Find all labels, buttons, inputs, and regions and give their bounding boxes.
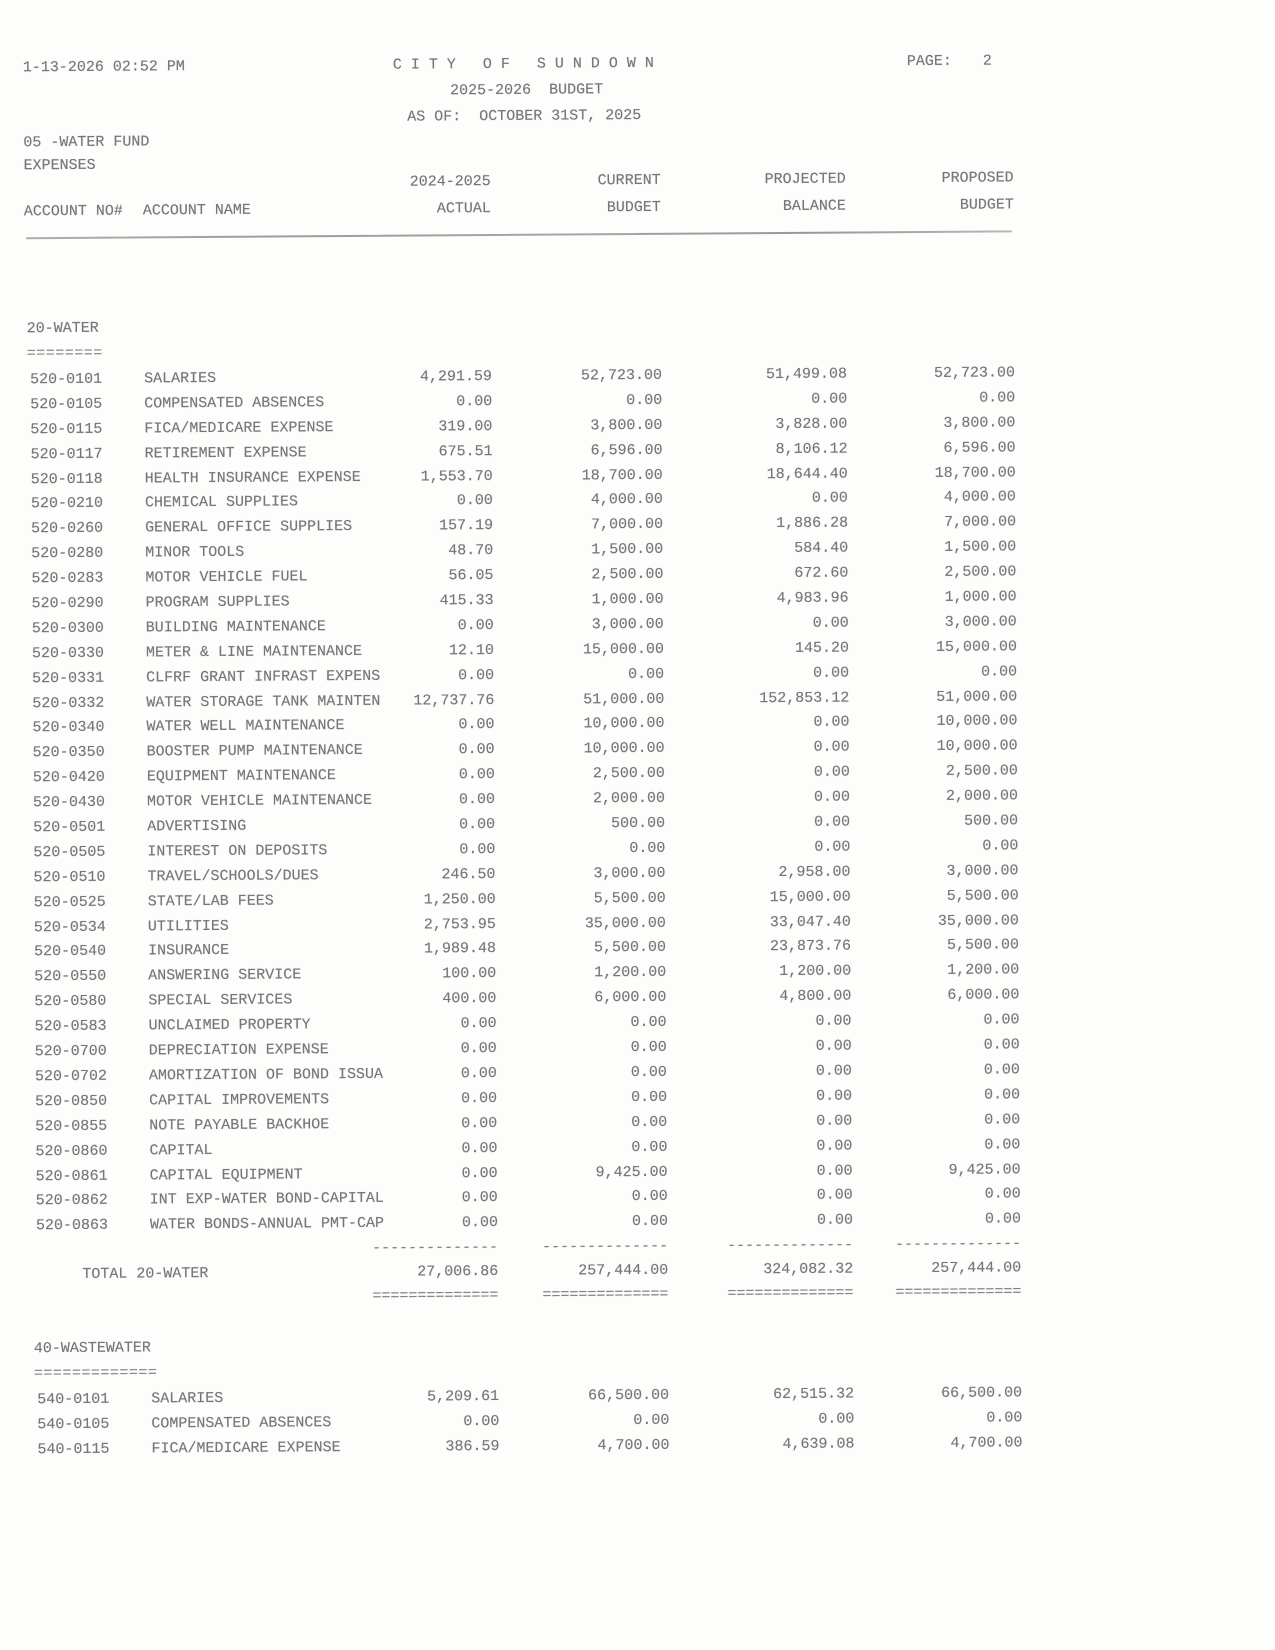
current-budget-value: 0.00 (629, 839, 666, 857)
proposed-budget-value: 0.00 (983, 1011, 1020, 1029)
col-header-account-no: ACCOUNT NO# (23, 202, 123, 221)
actual-value: 1,989.48 (423, 940, 497, 958)
projected-balance-value: 0.00 (815, 1012, 852, 1030)
current-budget-value: 0.00 (631, 1138, 668, 1156)
projected-balance-value: 1,886.28 (776, 514, 849, 533)
section-heading: 20-WATER (26, 319, 99, 338)
proposed-budget-value: 9,425.00 (948, 1160, 1021, 1179)
proposed-budget-value: 0.00 (983, 1061, 1020, 1079)
actual-value: 4,291.59 (419, 368, 493, 386)
proposed-budget-value: 7,000.00 (943, 513, 1017, 532)
account-number: 520-0534 (33, 918, 106, 936)
account-number: 520-0863 (35, 1216, 109, 1235)
account-name: CAPITAL EQUIPMENT (149, 1165, 303, 1184)
account-name: GENERAL OFFICE SUPPLIES (145, 518, 353, 537)
current-budget-value: 15,000.00 (582, 640, 665, 659)
projected-balance-value: 0.00 (816, 1137, 853, 1155)
section-underline: ============= (33, 1364, 158, 1383)
account-name: BUILDING MAINTENANCE (145, 618, 326, 637)
total-actual-value: 27,006.86 (417, 1263, 499, 1281)
projected-balance-value: 1,200.00 (779, 962, 852, 981)
current-budget-value: 6,000.00 (594, 989, 667, 1007)
projected-balance-value: 15,000.00 (769, 888, 851, 906)
separator-segment: ============== (542, 1285, 669, 1304)
account-name: FICA/MEDICARE EXPENSE (151, 1439, 341, 1458)
separator-segment: -------------- (895, 1235, 1022, 1254)
account-name: ANSWERING SERVICE (148, 966, 302, 985)
current-budget-value: 0.00 (628, 665, 665, 683)
projected-balance-value: 51,499.08 (765, 365, 848, 384)
col-header-budget2: BUDGET (959, 196, 1014, 214)
account-number: 520-0862 (35, 1192, 108, 1210)
statement-type: EXPENSES (23, 156, 96, 175)
current-budget-value: 51,000.00 (583, 690, 665, 708)
proposed-budget-value: 0.00 (982, 837, 1019, 855)
actual-value: 2,753.95 (423, 915, 496, 934)
account-number: 520-0430 (32, 793, 106, 812)
fund-section (4, 1329, 1275, 1464)
report-title: C I T Y O F S U N D O W N (392, 54, 654, 74)
proposed-budget-value: 0.00 (979, 389, 1016, 407)
account-name: STATE/LAB FEES (147, 892, 274, 911)
actual-value: 1,250.00 (423, 890, 496, 909)
projected-balance-value: 0.00 (813, 713, 850, 732)
proposed-budget-value: 5,500.00 (946, 936, 1020, 955)
projected-balance-value: 0.00 (816, 1186, 853, 1205)
current-budget-value: 2,500.00 (592, 765, 665, 783)
actual-value: 12,737.76 (413, 691, 495, 710)
account-number: 520-0210 (30, 495, 103, 513)
actual-value: 386.59 (445, 1437, 500, 1456)
projected-balance-value: 672.60 (794, 564, 849, 583)
account-number: 540-0101 (37, 1390, 110, 1409)
account-number: 520-0280 (31, 544, 104, 563)
current-budget-value: 10,000.00 (583, 740, 665, 758)
account-name: CHEMICAL SUPPLIES (144, 493, 299, 512)
account-number: 520-0290 (31, 594, 104, 613)
projected-balance-value: 0.00 (815, 1087, 853, 1105)
account-name: METER & LINE MAINTENANCE (145, 642, 363, 662)
account-number: 520-0580 (34, 992, 107, 1011)
account-number: 520-0117 (30, 445, 103, 463)
page-label: PAGE: (906, 52, 952, 71)
actual-value: 0.00 (460, 1040, 497, 1058)
projected-balance-value: 4,639.08 (782, 1435, 855, 1453)
current-budget-value: 0.00 (631, 1188, 668, 1206)
current-budget-value: 5,500.00 (593, 889, 666, 908)
current-budget-value: 4,700.00 (597, 1436, 670, 1455)
actual-value: 0.00 (461, 1114, 498, 1132)
proposed-budget-value: 52,723.00 (933, 364, 1016, 382)
actual-value: 0.00 (456, 392, 493, 411)
projected-balance-value: 0.00 (814, 813, 851, 831)
account-name: INT EXP-WATER BOND-CAPITAL (149, 1190, 384, 1209)
actual-value: 0.00 (458, 741, 495, 759)
account-name: COMPENSATED ABSENCES (144, 394, 325, 413)
account-name: SALARIES (151, 1390, 224, 1408)
current-budget-value: 1,500.00 (591, 541, 664, 559)
actual-value: 0.00 (461, 1164, 498, 1182)
projected-balance-value: 0.00 (815, 1037, 852, 1055)
current-budget-value: 500.00 (611, 814, 666, 833)
current-budget-value: 6,596.00 (590, 441, 663, 459)
actual-value: 0.00 (460, 1015, 497, 1033)
proposed-budget-value: 35,000.00 (937, 911, 1019, 930)
current-budget-value: 66,500.00 (588, 1386, 670, 1405)
account-number: 520-0101 (29, 370, 103, 389)
account-number: 520-0118 (30, 470, 103, 488)
current-budget-value: 1,000.00 (591, 590, 664, 609)
proposed-budget-value: 10,000.00 (936, 737, 1018, 756)
proposed-budget-value: 51,000.00 (936, 687, 1018, 706)
actual-value: 12.10 (448, 641, 495, 660)
current-budget-value: 0.00 (630, 1013, 667, 1032)
col-header-actual: ACTUAL (436, 200, 491, 218)
actual-value: 100.00 (442, 965, 497, 983)
current-budget-value: 3,000.00 (593, 864, 666, 883)
account-name: UNCLAIMED PROPERTY (148, 1016, 311, 1035)
total-label: TOTAL 20-WATER (82, 1265, 209, 1284)
current-budget-value: 0.00 (631, 1113, 668, 1131)
account-number: 520-0332 (32, 694, 105, 712)
account-name: WATER STORAGE TANK MAINTEN (146, 692, 381, 712)
proposed-budget-value: 1,500.00 (944, 538, 1017, 557)
account-name: MOTOR VEHICLE MAINTENANCE (146, 791, 373, 811)
current-budget-value: 18,700.00 (581, 466, 663, 484)
col-header-projected: PROJECTED (764, 170, 846, 189)
current-budget-value: 2,000.00 (592, 789, 666, 808)
fund-line: 05 -WATER FUND (23, 133, 150, 152)
proposed-budget-value: 5,500.00 (946, 887, 1019, 905)
account-name: AMORTIZATION OF BOND ISSUA (148, 1065, 384, 1085)
account-name: ADVERTISING (147, 817, 247, 836)
actual-value: 0.00 (461, 1214, 499, 1232)
actual-value: 415.33 (439, 592, 494, 610)
account-name: SALARIES (143, 369, 217, 388)
projected-balance-value: 0.00 (813, 664, 850, 682)
projected-balance-value: 152,853.12 (759, 689, 850, 707)
account-name: MINOR TOOLS (145, 543, 245, 562)
account-name: PROGRAM SUPPLIES (145, 593, 290, 612)
proposed-budget-value: 6,596.00 (943, 439, 1016, 457)
projected-balance-value: 3,828.00 (775, 415, 848, 433)
separator-segment: -------------- (727, 1236, 854, 1255)
current-budget-value: 2,500.00 (591, 565, 664, 584)
account-number: 520-0340 (32, 719, 105, 737)
projected-balance-value: 0.00 (816, 1211, 853, 1230)
account-name: EQUIPMENT MAINTENANCE (146, 767, 336, 786)
actual-value: 48.70 (448, 542, 494, 560)
proposed-budget-value: 2,500.00 (944, 563, 1017, 581)
current-budget-value: 0.00 (630, 1063, 667, 1081)
actual-value: 5,209.61 (427, 1388, 500, 1406)
proposed-budget-value: 0.00 (983, 1036, 1020, 1054)
account-number: 520-0700 (34, 1042, 107, 1061)
proposed-budget-value: 500.00 (964, 812, 1019, 830)
separator-segment: ============== (372, 1287, 499, 1306)
separator-segment: -------------- (372, 1239, 499, 1258)
current-budget-value: 0.00 (626, 391, 663, 409)
separator-segment: ============== (895, 1283, 1022, 1302)
actual-value: 0.00 (458, 791, 496, 809)
proposed-budget-value: 6,000.00 (947, 986, 1020, 1005)
separator-segment: -------------- (542, 1237, 669, 1256)
account-name: CAPITAL (149, 1141, 213, 1160)
projected-balance-value: 145.20 (794, 639, 850, 657)
proposed-budget-value: 0.00 (984, 1135, 1021, 1154)
proposed-budget-value: 66,500.00 (941, 1384, 1023, 1403)
actual-value: 319.00 (438, 417, 493, 436)
fund-section (0, 309, 1275, 1312)
current-budget-value: 0.00 (630, 1038, 667, 1057)
proposed-budget-value: 15,000.00 (935, 638, 1017, 656)
actual-value: 0.00 (458, 666, 495, 684)
proposed-budget-value: 3,800.00 (943, 414, 1016, 432)
projected-balance-value: 33,047.40 (769, 913, 851, 931)
current-budget-value: 3,800.00 (590, 416, 663, 435)
account-name: INTEREST ON DEPOSITS (147, 842, 328, 861)
col-header-2024-2025: 2024-2025 (409, 173, 491, 191)
projected-balance-value: 0.00 (811, 390, 848, 408)
actual-value: 675.51 (438, 442, 493, 461)
current-budget-value: 7,000.00 (591, 516, 664, 534)
actual-value: 0.00 (461, 1139, 498, 1157)
total-current-value: 257,444.00 (578, 1261, 669, 1280)
proposed-budget-value: 3,000.00 (944, 613, 1017, 631)
projected-balance-value: 0.00 (813, 788, 851, 806)
projected-balance-value: 0.00 (816, 1162, 853, 1180)
actual-value: 56.05 (448, 567, 494, 585)
projected-balance-value: 0.00 (815, 1062, 852, 1080)
account-number: 520-0331 (32, 669, 105, 687)
projected-balance-value: 0.00 (812, 614, 849, 632)
current-budget-value: 0.00 (633, 1411, 670, 1430)
account-name: INSURANCE (147, 942, 230, 960)
actual-value: 0.00 (460, 1064, 497, 1083)
section-underline: ======== (26, 344, 103, 363)
projected-balance-value: 4,800.00 (779, 987, 852, 1006)
projected-balance-value: 0.00 (811, 489, 848, 508)
account-number: 520-0855 (35, 1117, 108, 1135)
account-number: 520-0283 (31, 569, 104, 588)
account-number: 520-0330 (31, 644, 105, 663)
proposed-budget-value: 2,000.00 (945, 787, 1019, 805)
projected-balance-value: 0.00 (813, 738, 850, 757)
account-number: 520-0861 (35, 1167, 108, 1185)
account-number: 520-0702 (34, 1067, 107, 1086)
col-header-current: CURRENT (597, 171, 661, 190)
report-datetime: 1-13-2026 02:52 PM (22, 58, 185, 77)
actual-value: 246.50 (441, 865, 496, 884)
proposed-budget-value: 4,700.00 (950, 1434, 1023, 1452)
account-name: FICA/MEDICARE EXPENSE (144, 418, 334, 438)
col-header-account-name: ACCOUNT NAME (142, 201, 251, 220)
projected-balance-value: 0.00 (818, 1410, 855, 1428)
proposed-budget-value: 0.00 (981, 663, 1018, 681)
account-name: WATER WELL MAINTENANCE (146, 717, 345, 736)
account-name: BOOSTER PUMP MAINTENANCE (146, 742, 363, 761)
account-name: RETIREMENT EXPENSE (144, 443, 307, 463)
budget-year-line: 2025-2026 BUDGET (449, 81, 604, 100)
current-budget-value: 9,425.00 (595, 1163, 668, 1181)
proposed-budget-value: 4,000.00 (943, 488, 1016, 507)
account-name: UTILITIES (147, 917, 229, 936)
account-name: CAPITAL IMPROVEMENTS (149, 1090, 330, 1110)
proposed-budget-value: 0.00 (984, 1185, 1021, 1203)
account-number: 520-0105 (30, 395, 103, 414)
account-number: 520-0260 (31, 520, 104, 538)
account-name: WATER BONDS-ANNUAL PMT-CAP (149, 1215, 385, 1234)
account-name: COMPENSATED ABSENCES (151, 1414, 332, 1433)
account-number: 520-0525 (33, 893, 106, 911)
actual-value: 0.00 (456, 492, 493, 510)
account-name: NOTE PAYABLE BACKHOE (149, 1115, 330, 1135)
col-header-budget: BUDGET (606, 198, 661, 217)
account-number: 520-0300 (31, 619, 104, 638)
actual-value: 0.00 (463, 1413, 500, 1431)
account-number: 520-0501 (33, 818, 106, 837)
projected-balance-value: 4,983.96 (776, 589, 849, 608)
actual-value: 0.00 (457, 616, 494, 635)
proposed-budget-value: 2,500.00 (945, 762, 1018, 781)
current-budget-value: 4,000.00 (590, 491, 663, 509)
current-budget-value: 0.00 (631, 1213, 669, 1231)
account-name: CLFRF GRANT INFRAST EXPENS (146, 667, 381, 687)
proposed-budget-value: 0.00 (984, 1111, 1021, 1129)
account-number: 520-0860 (35, 1142, 108, 1160)
proposed-budget-value: 1,200.00 (947, 961, 1020, 980)
separator-segment: ============== (727, 1284, 854, 1303)
current-budget-value: 1,200.00 (594, 964, 667, 982)
actual-value: 0.00 (459, 816, 496, 834)
report-body (0, 309, 1275, 1464)
current-budget-value: 5,500.00 (593, 939, 667, 957)
actual-value: 400.00 (442, 990, 497, 1008)
account-name: DEPRECIATION EXPENSE (148, 1041, 329, 1060)
account-number: 540-0115 (37, 1440, 110, 1459)
page-number: 2 (982, 52, 992, 70)
col-header-proposed: PROPOSED (941, 169, 1014, 187)
current-budget-value: 10,000.00 (583, 715, 665, 733)
proposed-budget-value: 1,000.00 (944, 588, 1017, 606)
account-number: 520-0583 (34, 1017, 107, 1036)
proposed-budget-value: 0.00 (984, 1210, 1021, 1228)
proposed-budget-value: 18,700.00 (934, 463, 1016, 482)
proposed-budget-value: 3,000.00 (946, 862, 1019, 880)
proposed-budget-value: 0.00 (983, 1086, 1021, 1104)
account-number: 520-0420 (32, 768, 105, 787)
account-number: 520-0350 (32, 744, 105, 762)
projected-balance-value: 2,958.00 (778, 863, 851, 881)
account-name: MOTOR VEHICLE FUEL (145, 568, 308, 587)
total-projected-value: 324,082.32 (763, 1260, 854, 1279)
projected-balance-value: 23,873.76 (769, 937, 852, 956)
section-heading: 40-WASTEWATER (33, 1339, 151, 1358)
current-budget-value: 0.00 (631, 1088, 668, 1106)
account-number: 520-0540 (33, 943, 107, 961)
proposed-budget-value: 0.00 (986, 1409, 1023, 1427)
account-name: TRAVEL/SCHOOLS/DUES (147, 867, 319, 886)
actual-value: 0.00 (461, 1089, 498, 1108)
as-of-line: AS OF: OCTOBER 31ST, 2025 (407, 106, 642, 126)
current-budget-value: 3,000.00 (591, 615, 664, 634)
projected-balance-value: 62,515.32 (773, 1385, 855, 1404)
actual-value: 0.00 (458, 766, 495, 784)
projected-balance-value: 0.00 (813, 763, 850, 782)
total-proposed-value: 257,444.00 (931, 1259, 1022, 1278)
projected-balance-value: 8,106.12 (775, 440, 848, 458)
projected-balance-value: 584.40 (794, 539, 849, 558)
current-budget-value: 35,000.00 (584, 914, 666, 932)
account-number: 520-0505 (33, 843, 106, 862)
account-number: 520-0550 (34, 968, 107, 986)
header-rule (26, 230, 1012, 239)
account-number: 520-0115 (30, 420, 103, 439)
account-number: 520-0510 (33, 868, 106, 887)
projected-balance-value: 18,644.40 (766, 465, 848, 483)
actual-value: 157.19 (439, 517, 494, 535)
actual-value: 0.00 (459, 840, 496, 859)
actual-value: 0.00 (461, 1189, 498, 1207)
projected-balance-value: 0.00 (814, 838, 851, 856)
account-number: 520-0850 (35, 1092, 108, 1111)
actual-value: 0.00 (458, 716, 495, 734)
proposed-budget-value: 10,000.00 (936, 712, 1018, 731)
column-header-row-2 (0, 192, 1271, 225)
account-name: SPECIAL SERVICES (148, 991, 293, 1010)
actual-value: 1,553.70 (420, 467, 493, 486)
col-header-balance: BALANCE (782, 197, 846, 215)
account-number: 540-0105 (37, 1415, 110, 1434)
projected-balance-value: 0.00 (816, 1112, 853, 1130)
current-budget-value: 52,723.00 (580, 366, 663, 385)
account-name: HEALTH INSURANCE EXPENSE (144, 468, 361, 487)
